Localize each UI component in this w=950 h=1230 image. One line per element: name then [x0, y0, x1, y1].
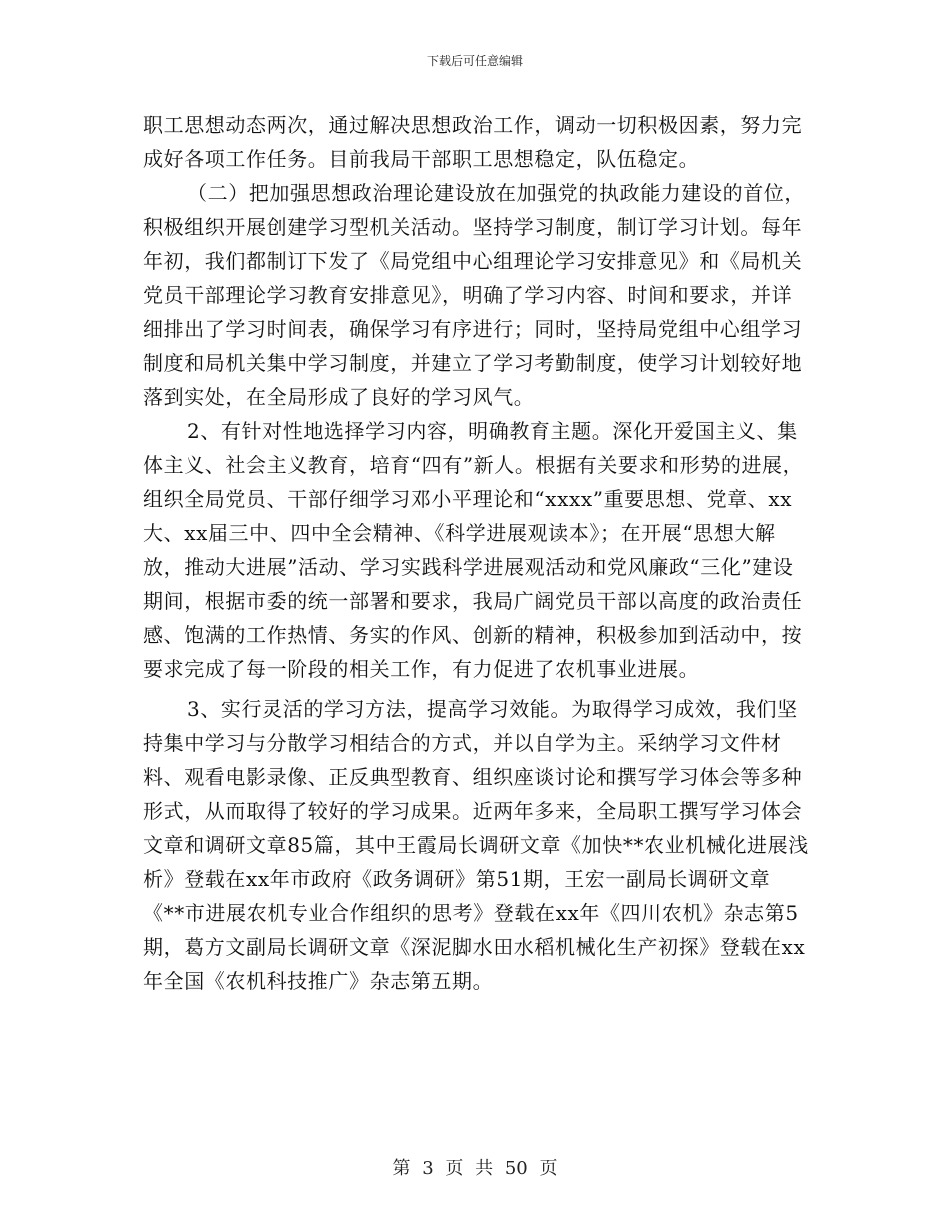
page-footer [0, 1154, 950, 1180]
header-note: 下载后可任意编辑 [426, 54, 523, 68]
paragraph-3: 2、有针对性地选择学习内容，明确教育主题。深化开爱国主义、集体主义、社会主义教育，培育“四有”新人。根据有关要求和形势的进展，组织全局党员、干部仔细学习邓小平理论和“xxxx”重要思想、党章、xx大、xx届三中、四中全会精神、《科学进展观读本》；在开展“思想大解放，推动大进展”活动、学习实践科学进展观活动和党风廉政“三化”建设期间，根据市委的统一部署和要求，我局广阔党员干部以高度的政治责任感、饱满的工作热情、务实的作风、创新的精神，积极参加到活动中，按要求完成了每一阶段的相关工作，有力促进了农机事业进展。 [143, 419, 804, 681]
page-header [0, 52, 950, 69]
paragraph-1: 职工思想动态两次，通过解决思想政治工作，调动一切积极因素，努力完成好各项工作任务。目前我局干部职工思想稳定，队伍稳定。 [143, 113, 803, 171]
paragraph-2: （二）把加强思想政治理论建设放在加强党的执政能力建设的首位，积极组织开展创建学习型机关活动。坚持学习制度，制订学习计划。每年年初，我们都制订下发了《局党组中心组理论学习安排意见》和《局机关党员干部理论学习教育安排意见》，明确了学习内容、时间和要求，并详细排出了学习时间表，确保学习有序进行；同时，坚持局党组中心组学习制度和局机关集中学习制度，并建立了学习考勤制度，使学习计划较好地落到实处，在全局形成了良好的学习风气。 [143, 181, 805, 409]
page-number: 第 3 页 共 50 页 [392, 1158, 558, 1179]
paragraph-4: 3、实行灵活的学习方法，提高学习效能。为取得学习成效，我们坚持集中学习与分散学习相结合的方式，并以自学为主。采纳学习文件材料、观看电影录像、正反典型教育、组织座谈讨论和撰写学习体会等多种形式，从而取得了较好的学习成果。近两年多来，全局职工撰写学习体会文章和调研文章85篇，其中王霞局长调研文章《加快**农业机械化进展浅析》登载在xx年市政府《政务调研》第51期，王宏一副局长调研文章《**市进展农机专业合作组织的思考》登载在xx年《四川农机》杂志第5期，葛方文副局长调研文章《深泥脚水田水稻机械化生产初探》登载在xx年全国《农机科技推广》杂志第五期。 [143, 697, 809, 993]
document-body [143, 108, 811, 998]
